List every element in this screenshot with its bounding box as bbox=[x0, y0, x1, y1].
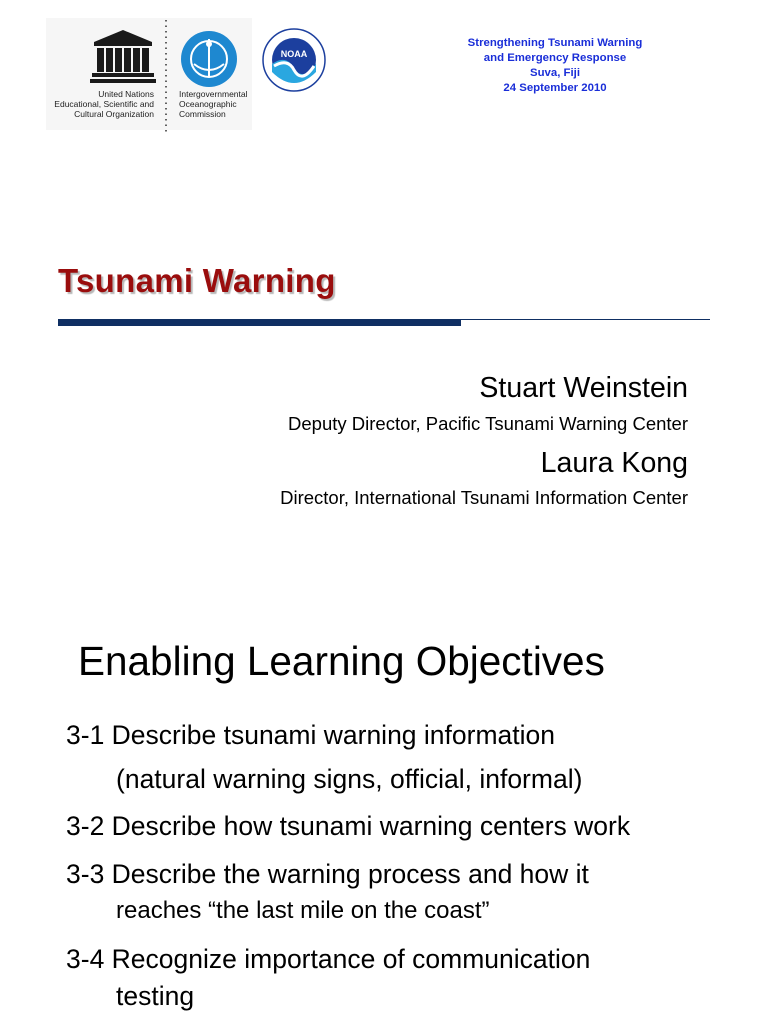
unesco-caption-line: Educational, Scientific and bbox=[54, 99, 154, 109]
unesco-caption bbox=[30, 89, 154, 119]
ioc-caption-line: Intergovernmental bbox=[179, 89, 248, 99]
slide-title: Tsunami Warning bbox=[58, 262, 336, 299]
presenter-name: Stuart Weinstein bbox=[479, 372, 688, 404]
event-title-line: Strengthening Tsunami Warning bbox=[467, 37, 643, 49]
unesco-caption-line: Cultural Organization bbox=[74, 109, 154, 119]
objective-item-continuation: (natural warning signs, official, informal) bbox=[116, 764, 583, 794]
ioc-caption-line: Commission bbox=[179, 109, 226, 119]
objectives-heading: Enabling Learning Objectives bbox=[78, 638, 605, 684]
event-title-line: and Emergency Response bbox=[483, 52, 627, 64]
ioc-logo bbox=[180, 30, 238, 88]
objective-item: 3-1 Describe tsunami warning information bbox=[66, 720, 555, 750]
objective-item: 3-2 Describe how tsunami warning centers work bbox=[66, 811, 631, 841]
title-rule-thick bbox=[58, 319, 461, 326]
event-info bbox=[430, 36, 680, 96]
unesco-caption-line: United Nations bbox=[98, 89, 154, 99]
title-rule-thin bbox=[461, 319, 710, 320]
event-location: Suva, Fiji bbox=[529, 67, 580, 79]
objective-item-continuation: testing bbox=[116, 981, 195, 1011]
unesco-logo bbox=[90, 28, 156, 84]
svg-text:NOAA: NOAA bbox=[280, 49, 308, 59]
objective-item: 3-3 Describe the warning process and how it bbox=[66, 859, 589, 889]
presenter-name: Laura Kong bbox=[540, 447, 688, 479]
noaa-logo bbox=[262, 28, 326, 92]
objective-item: 3-4 Recognize importance of communication bbox=[66, 944, 591, 974]
objective-item-continuation: reaches “the last mile on the coast” bbox=[116, 897, 490, 924]
presenter-role: Deputy Director, Pacific Tsunami Warning Center bbox=[288, 413, 688, 434]
event-date: 24 September 2010 bbox=[503, 82, 607, 94]
ioc-caption-line: Oceanographic bbox=[179, 99, 237, 109]
presenter-role: Director, International Tsunami Information Center bbox=[280, 487, 688, 508]
logo-divider bbox=[165, 20, 167, 132]
ioc-caption bbox=[179, 89, 269, 119]
